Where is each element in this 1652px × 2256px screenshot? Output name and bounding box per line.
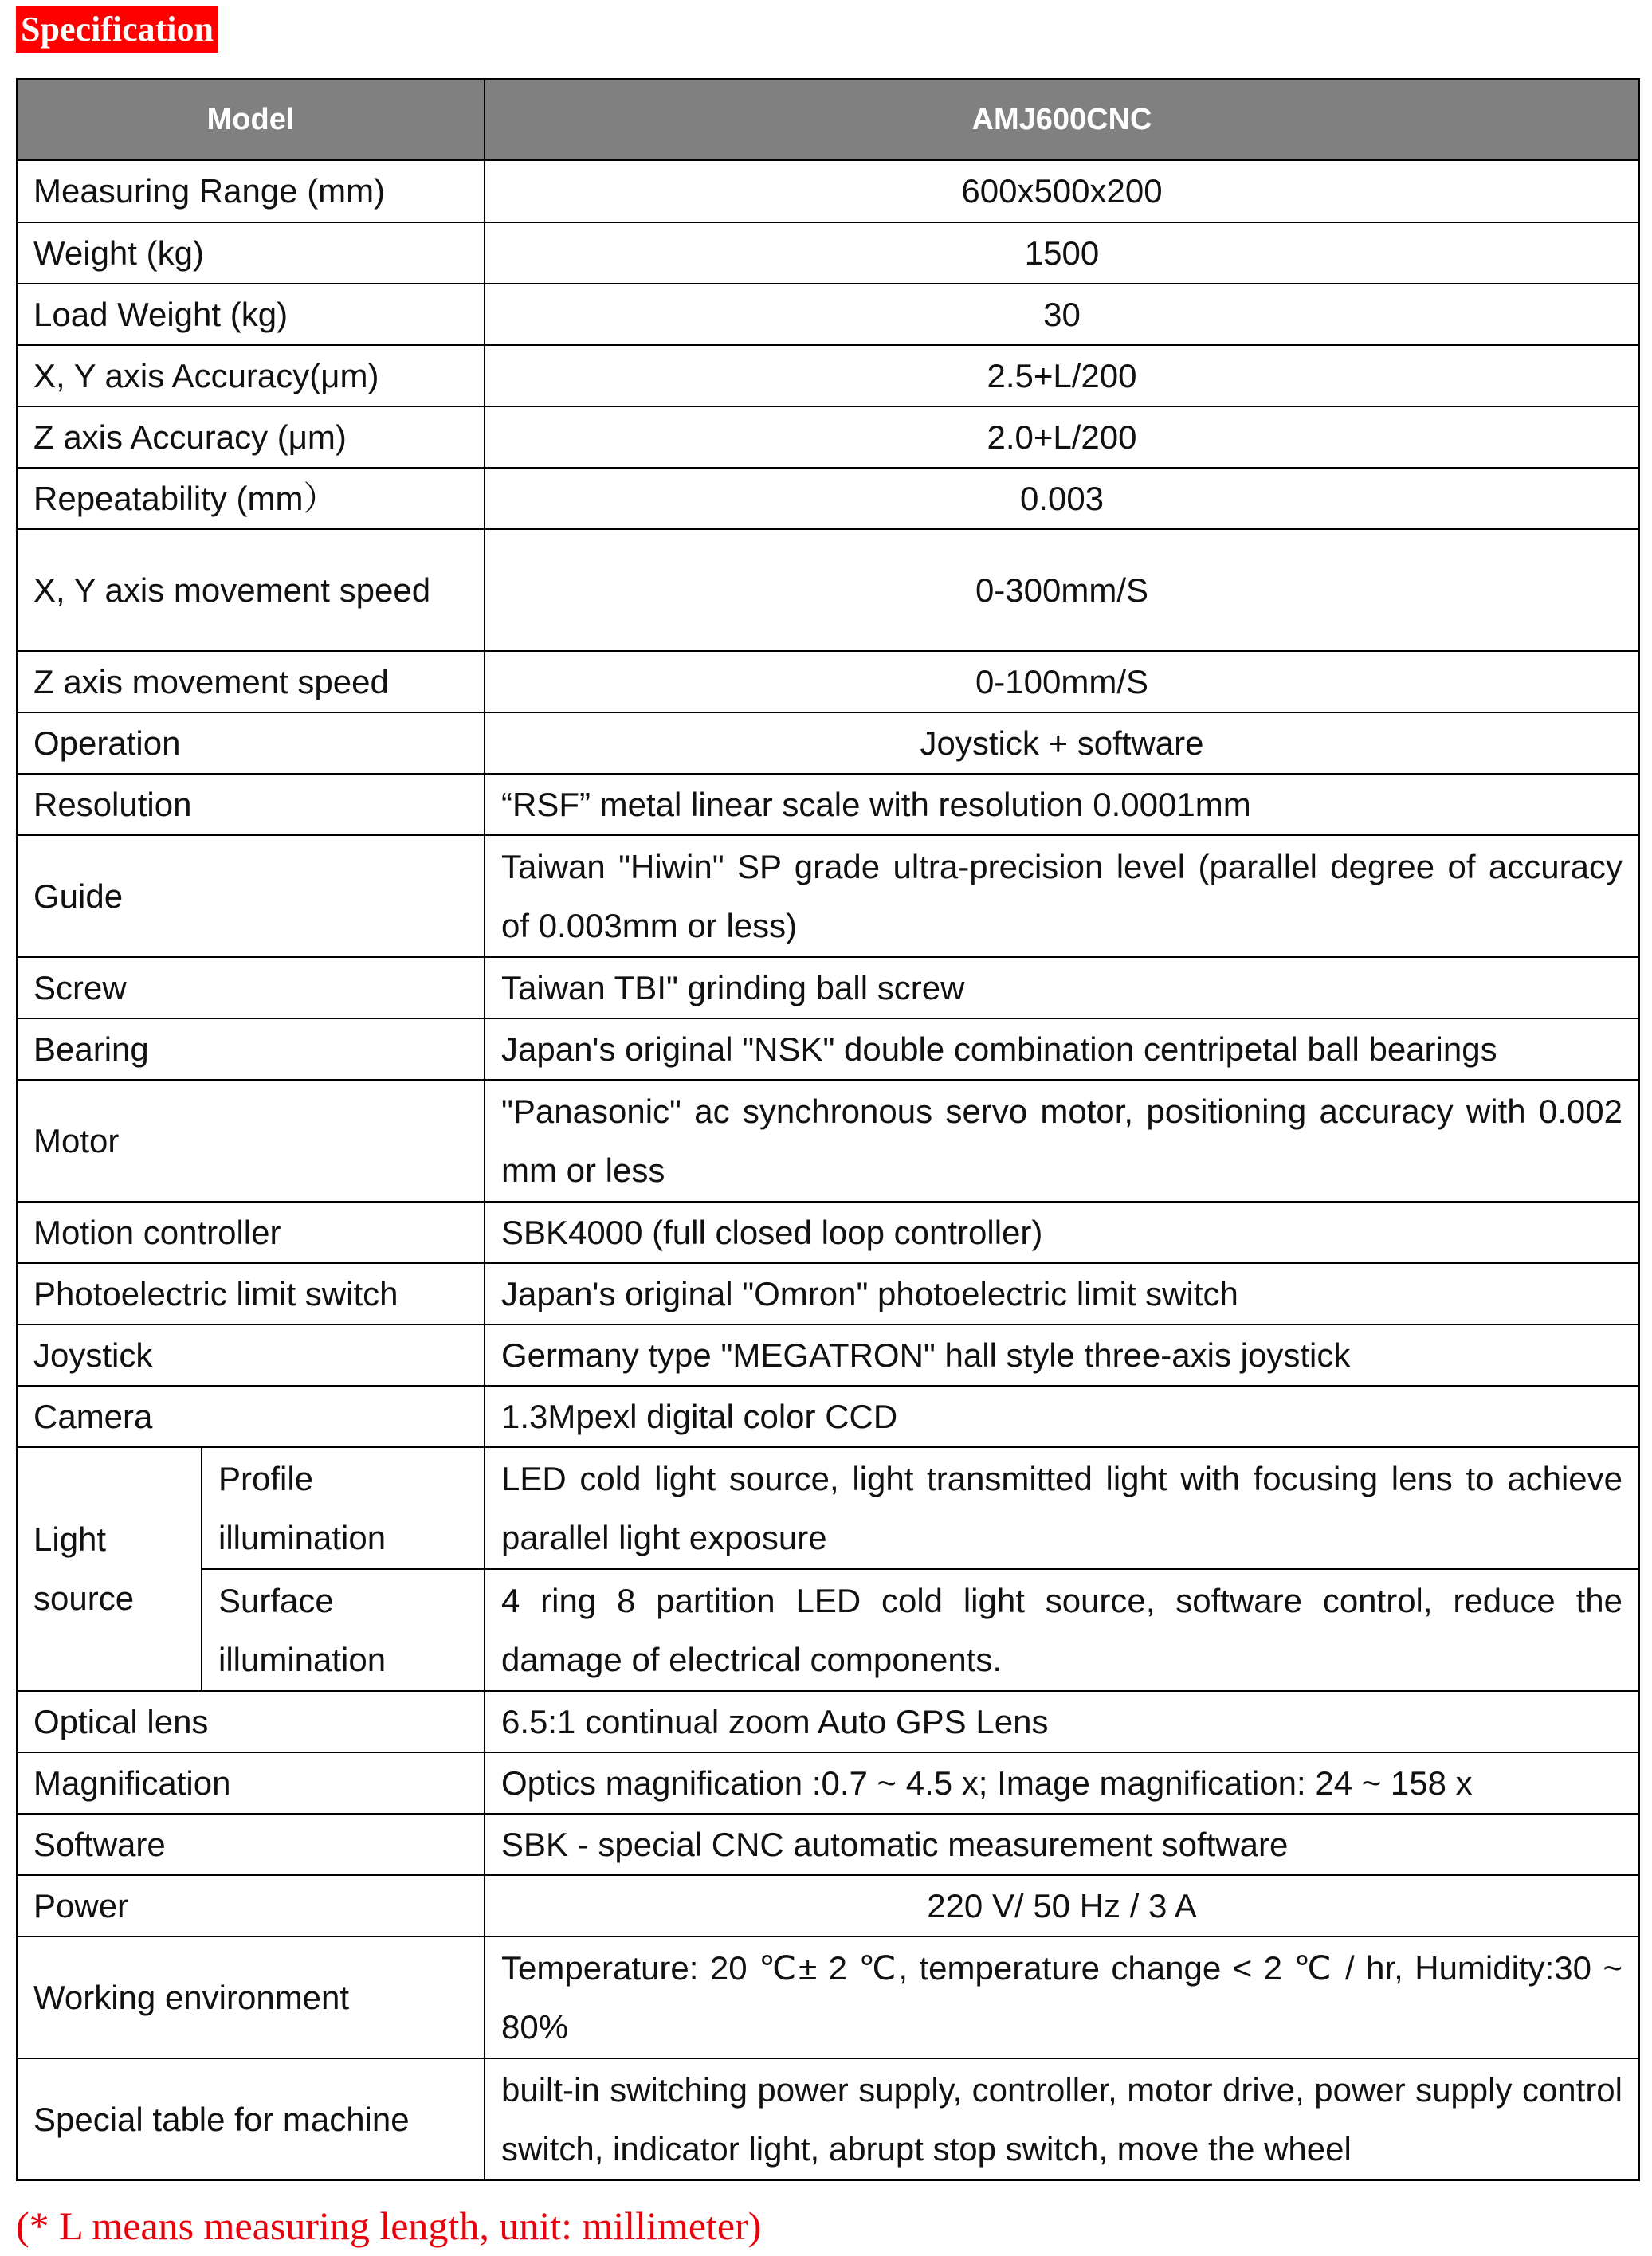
table-row [17,1018,1639,1080]
table-row [17,1386,1639,1447]
row-label: Guide [17,835,485,957]
row-value: SBK4000 (full closed loop controller) [485,1202,1639,1263]
section-title: Specification [16,6,218,53]
footnote: (* L means measuring length, unit: millimeter) [16,2203,762,2248]
table-row [17,1752,1639,1814]
table-row [17,957,1639,1018]
surface-illumination-value: 4 ring 8 partition LED cold light source, software control, reduce the damage of electrical components. [485,1569,1639,1691]
row-value: Germany type "MEGATRON" hall style three-axis joystick [485,1324,1639,1386]
row-value: “RSF” metal linear scale with resolution 0.0001mm [485,774,1639,835]
table-row [17,1691,1639,1752]
table-row [17,2058,1639,2180]
row-label: Screw [17,957,485,1018]
table-row [17,284,1639,345]
table-row [17,835,1639,957]
model-label: Model [17,79,485,160]
row-value: Japan's original "Omron" photoelectric limit switch [485,1263,1639,1324]
table-row [17,1202,1639,1263]
table-row [17,651,1639,712]
row-value: Temperature: 20 ℃± 2 ℃, temperature change < 2 ℃ / hr, Humidity:30 ~ 80% [485,1936,1639,2058]
row-value: Japan's original "NSK" double combination centripetal ball bearings [485,1018,1639,1080]
row-value: 0-300mm/S [485,529,1639,651]
row-label: X, Y axis movement speed [17,529,485,651]
table-row [17,406,1639,468]
table-row [17,1263,1639,1324]
light-source-label: Light source [17,1447,202,1691]
row-value: 6.5:1 continual zoom Auto GPS Lens [485,1691,1639,1752]
row-label: Special table for machine [17,2058,485,2180]
row-label: Joystick [17,1324,485,1386]
specification-table [16,78,1640,2181]
table-row [17,1447,1639,1569]
row-label: Magnification [17,1752,485,1814]
table-row [17,1569,1639,1691]
row-label: Bearing [17,1018,485,1080]
row-label: Motion controller [17,1202,485,1263]
row-value: Optics magnification :0.7 ~ 4.5 x; Image magnification: 24 ~ 158 x [485,1752,1639,1814]
row-label: Working environment [17,1936,485,2058]
row-label: Resolution [17,774,485,835]
table-row [17,222,1639,284]
table-row [17,160,1639,222]
table-row [17,774,1639,835]
row-label: X, Y axis Accuracy(μm) [17,345,485,406]
row-value: 1500 [485,222,1639,284]
row-value: 30 [485,284,1639,345]
row-value: 2.0+L/200 [485,406,1639,468]
table-row [17,345,1639,406]
model-value: AMJ600CNC [485,79,1639,160]
row-value: Taiwan "Hiwin" SP grade ultra-precision level (parallel degree of accuracy of 0.003mm or less) [485,835,1639,957]
row-value: 0-100mm/S [485,651,1639,712]
table-row [17,1814,1639,1875]
profile-illumination-label: Profile illumination [202,1447,485,1569]
row-label: Software [17,1814,485,1875]
row-label: Repeatability (mm） [17,468,485,529]
table-row [17,712,1639,774]
row-value: SBK - special CNC automatic measurement software [485,1814,1639,1875]
row-label: Power [17,1875,485,1936]
table-row [17,1324,1639,1386]
row-value: 2.5+L/200 [485,345,1639,406]
row-label: Photoelectric limit switch [17,1263,485,1324]
row-value: 600x500x200 [485,160,1639,222]
row-value: "Panasonic" ac synchronous servo motor, positioning accuracy with 0.002 mm or less [485,1080,1639,1202]
row-value: 0.003 [485,468,1639,529]
row-label: Motor [17,1080,485,1202]
table-row [17,1936,1639,2058]
row-label: Measuring Range (mm) [17,160,485,222]
table-row [17,1875,1639,1936]
row-label: Optical lens [17,1691,485,1752]
header-row [17,79,1639,160]
row-label: Weight (kg) [17,222,485,284]
row-label: Z axis Accuracy (μm) [17,406,485,468]
row-value: Taiwan TBI" grinding ball screw [485,957,1639,1018]
row-label: Load Weight (kg) [17,284,485,345]
table-row [17,529,1639,651]
table-row [17,1080,1639,1202]
row-label: Camera [17,1386,485,1447]
row-value: Joystick + software [485,712,1639,774]
table-row [17,468,1639,529]
row-label: Z axis movement speed [17,651,485,712]
row-value: 1.3Mpexl digital color CCD [485,1386,1639,1447]
row-value: built-in switching power supply, controller, motor drive, power supply control switch, indicator light, abrupt stop switch, move the wheel [485,2058,1639,2180]
row-label: Operation [17,712,485,774]
surface-illumination-label: Surface illumination [202,1569,485,1691]
profile-illumination-value: LED cold light source, light transmitted light with focusing lens to achieve parallel light exposure [485,1447,1639,1569]
row-value: 220 V/ 50 Hz / 3 A [485,1875,1639,1936]
